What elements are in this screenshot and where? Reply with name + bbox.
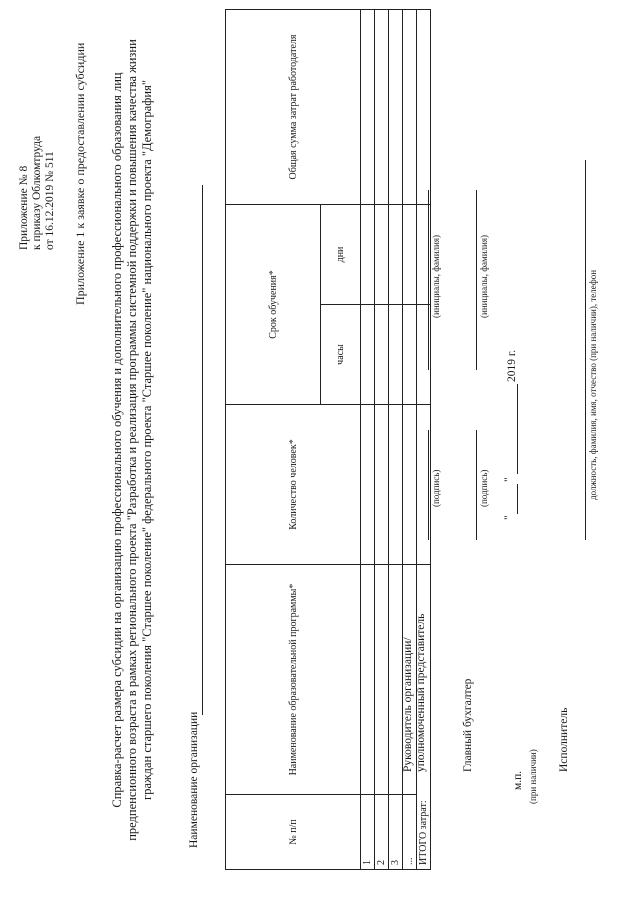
row-number: ... xyxy=(403,795,417,870)
executor-caption: должность, фамилия, имя, отчество (при наличии), телефон xyxy=(588,269,598,500)
date-month-line[interactable] xyxy=(517,384,518,474)
header-number: № п/п xyxy=(226,795,361,870)
executor-label: Исполнитель xyxy=(558,707,570,772)
cell-days[interactable] xyxy=(375,204,389,304)
head-label-line1: Руководитель организации/ xyxy=(402,637,414,772)
cell-total[interactable] xyxy=(375,9,389,204)
cell-total[interactable] xyxy=(403,9,417,204)
cell-hours[interactable] xyxy=(361,305,375,405)
document-title-line3: граждан старшего поколения "Старшее поколение" федерального проекта "Старшее поколение" национального проекта "Демография" xyxy=(140,80,154,800)
head-signature-caption: (подпись) xyxy=(431,469,441,507)
cell-hours[interactable] xyxy=(403,305,417,405)
order-reference: к приказу Облкомтруда xyxy=(31,135,43,250)
cell-program[interactable] xyxy=(389,565,403,795)
cell-total[interactable] xyxy=(361,9,375,204)
application-appendix: Приложение 1 к заявке о предоставлении субсидии xyxy=(73,42,87,305)
accountant-initials-line[interactable] xyxy=(476,190,477,370)
cell-people[interactable] xyxy=(389,405,403,565)
cell-people[interactable] xyxy=(361,405,375,565)
cell-people[interactable] xyxy=(375,405,389,565)
head-initials-caption: (инициалы, фамилия) xyxy=(431,235,441,318)
header-program: Наименование образовательной программы* xyxy=(226,565,361,795)
stamp-note: (при наличии) xyxy=(528,749,538,804)
head-initials-line[interactable] xyxy=(428,190,429,370)
chief-accountant-label: Главный бухгалтер xyxy=(462,678,474,772)
cell-days[interactable] xyxy=(389,204,403,304)
cell-days[interactable] xyxy=(361,204,375,304)
head-label-line2: уполномоченный представитель xyxy=(415,613,427,772)
row-number: 2 xyxy=(375,795,389,870)
organization-name-line[interactable] xyxy=(202,185,203,715)
accountant-signature-line[interactable] xyxy=(476,430,477,540)
cell-hours[interactable] xyxy=(375,305,389,405)
cell-days[interactable] xyxy=(403,204,417,304)
row-number: 1 xyxy=(361,795,375,870)
document-sheet xyxy=(10,10,630,890)
document-title-line2: предпенсионного возраста в рамках регионального проекта "Разработка и реализация программы системной поддержки и повышения качества жизни xyxy=(125,39,139,841)
head-signature-line[interactable] xyxy=(428,430,429,540)
stamp-label: м.п. xyxy=(512,770,524,790)
total-sum[interactable] xyxy=(417,9,431,204)
header-days: дни xyxy=(321,204,361,304)
header-people: Количество человек* xyxy=(226,405,361,565)
cell-program[interactable] xyxy=(361,565,375,795)
date-quote-open: " xyxy=(503,515,515,520)
total-label: ИТОГО затрат: xyxy=(417,565,431,870)
order-date: от 16.12.2019 № 511 xyxy=(44,151,56,250)
header-hours: часы xyxy=(321,305,361,405)
cell-total[interactable] xyxy=(389,9,403,204)
header-total: Общая сумма затрат работодателя xyxy=(226,9,361,204)
cell-program[interactable] xyxy=(375,565,389,795)
accountant-signature-caption: (подпись) xyxy=(479,469,489,507)
cell-hours[interactable] xyxy=(389,305,403,405)
date-day-line[interactable] xyxy=(517,484,518,514)
date-year: 2019 г. xyxy=(506,349,518,382)
cell-people[interactable] xyxy=(403,405,417,565)
date-quote-close: " xyxy=(503,477,515,482)
header-term: Срок обучения* xyxy=(226,204,321,404)
appendix-number: Приложение № 8 xyxy=(18,165,30,250)
organization-name-label: Наименование организации xyxy=(188,711,200,848)
subsidy-table xyxy=(225,9,431,870)
executor-line[interactable] xyxy=(585,160,586,540)
document-title-line1: Справка-расчет размера субсидии на организацию профессионального обучения и дополнительного профессионального образования лиц xyxy=(110,72,124,808)
row-number: 3 xyxy=(389,795,403,870)
accountant-initials-caption: (инициалы, фамилия) xyxy=(479,235,489,318)
